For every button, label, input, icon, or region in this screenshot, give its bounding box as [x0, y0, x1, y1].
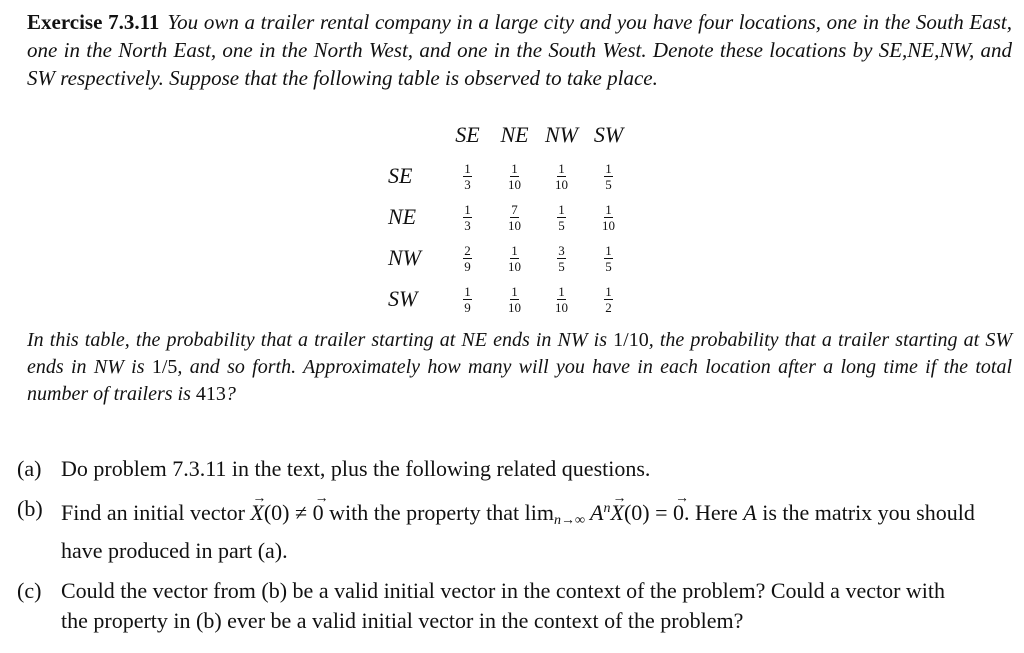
exercise-heading: Exercise 7.3.11	[27, 10, 160, 34]
text-run: (0) ≠	[263, 500, 313, 525]
table-cell	[585, 155, 632, 196]
explanation-part: In this table, the probability that a trailer starting at NE ends in NW is	[27, 329, 614, 351]
table-cell	[538, 196, 585, 237]
fraction: $\frac{1}{10}$	[508, 161, 521, 192]
row-header: SE	[388, 162, 413, 188]
fraction: $\frac{1}{10}$	[508, 243, 521, 274]
fraction: $\frac{7}{10}$	[508, 202, 521, 233]
question-c	[17, 576, 977, 636]
fraction: $\frac{1}{5}$	[605, 243, 612, 274]
column-header: SW	[593, 121, 624, 147]
fraction: $\frac{1}{3}$	[464, 161, 471, 192]
text-run: (0) =	[623, 500, 673, 525]
row-header: NE	[388, 203, 417, 229]
table-cell	[491, 196, 538, 237]
fraction: $\frac{1}{5}$	[558, 202, 565, 233]
question-text: Do problem 7.3.11 in the text, plus the following related questions.	[61, 456, 651, 481]
fraction: $\frac{1}{3}$	[464, 202, 471, 233]
table-cell	[585, 237, 632, 278]
table-cell	[444, 237, 491, 278]
text-run: is the matrix you should have produced in part (a).	[61, 500, 975, 563]
vector-x: → X	[250, 498, 263, 528]
explanation-part: , the probability that a trailer starting at SW ends in NW is	[27, 329, 1012, 378]
fraction: $\frac{1}{9}$	[464, 284, 471, 315]
column-header: NW	[545, 121, 578, 147]
table-cell	[538, 155, 585, 196]
table-cell	[444, 278, 491, 319]
column-header: NE	[500, 121, 529, 147]
question-label: (a)	[17, 456, 42, 481]
matrix-a: A	[743, 500, 757, 525]
fraction: $\frac{2}{9}$	[464, 243, 471, 274]
question-a	[17, 454, 977, 484]
probability-value: 1/10	[613, 329, 649, 351]
exercise-intro: You own a trailer rental company in a large city and you have four locations, one in the South East, one in the North East, one in the North West, and one in the South West. Denote these locations by SE,NE,NW, and SW respectively. Suppose that the following table is observed to take place.	[27, 10, 1012, 90]
transition-table	[388, 114, 632, 319]
exercise-paragraph	[27, 8, 1012, 92]
table-row	[388, 237, 632, 278]
question-b	[17, 494, 977, 566]
text-run: Find an initial vector	[61, 500, 251, 525]
table-cell	[491, 278, 538, 319]
zero-vector: → 0	[673, 498, 684, 528]
table-cell	[538, 237, 585, 278]
row-header: SW	[388, 285, 418, 311]
fraction: $\frac{3}{5}$	[558, 243, 565, 274]
exercise-statement	[27, 8, 1012, 92]
fraction: $\frac{1}{10}$	[508, 284, 521, 315]
table-cell	[585, 278, 632, 319]
table-row	[388, 155, 632, 196]
corner-cell	[388, 114, 444, 155]
text-run: with the property that lim	[323, 500, 554, 525]
matrix-a: A	[584, 500, 604, 525]
table-row	[388, 196, 632, 237]
text-run: . Here	[684, 500, 744, 525]
table-row	[388, 278, 632, 319]
row-header: NW	[388, 244, 421, 270]
table-cell	[491, 155, 538, 196]
fraction: $\frac{1}{2}$	[605, 284, 612, 315]
fraction: $\frac{1}{10}$	[602, 202, 615, 233]
transition-matrix	[388, 114, 632, 319]
question-label: (b)	[17, 496, 43, 521]
question-text: Could the vector from (b) be a valid initial vector in the context of the problem? Could a vector with the property in (b) ever be a valid initial vector in the context of the problem?	[61, 578, 946, 633]
explanation-paragraph	[27, 327, 1012, 408]
fraction: $\frac{1}{10}$	[555, 284, 568, 315]
table-header-row	[388, 114, 632, 155]
explanation-text	[27, 327, 1012, 408]
fraction: $\frac{1}{5}$	[605, 161, 612, 192]
explanation-part: ?	[225, 383, 236, 405]
zero-vector: → 0	[313, 498, 324, 528]
probability-value: 1/5	[151, 356, 178, 378]
vector-x: → X	[610, 498, 623, 528]
trailer-total: 413	[195, 383, 226, 405]
table-cell	[538, 278, 585, 319]
explanation-part: , and so forth. Approximately how many will you have in each location after a long time if the total number of trailers is	[27, 356, 1012, 405]
fraction: $\frac{1}{10}$	[555, 161, 568, 192]
question-list	[17, 454, 977, 646]
column-header: SE	[455, 121, 480, 147]
question-text	[61, 494, 977, 566]
power-superscript: n	[603, 501, 611, 516]
question-label: (c)	[17, 578, 42, 603]
table-cell	[444, 196, 491, 237]
limit-subscript: n→∞	[553, 513, 585, 528]
table-cell	[585, 196, 632, 237]
table-cell	[491, 237, 538, 278]
table-cell	[444, 155, 491, 196]
